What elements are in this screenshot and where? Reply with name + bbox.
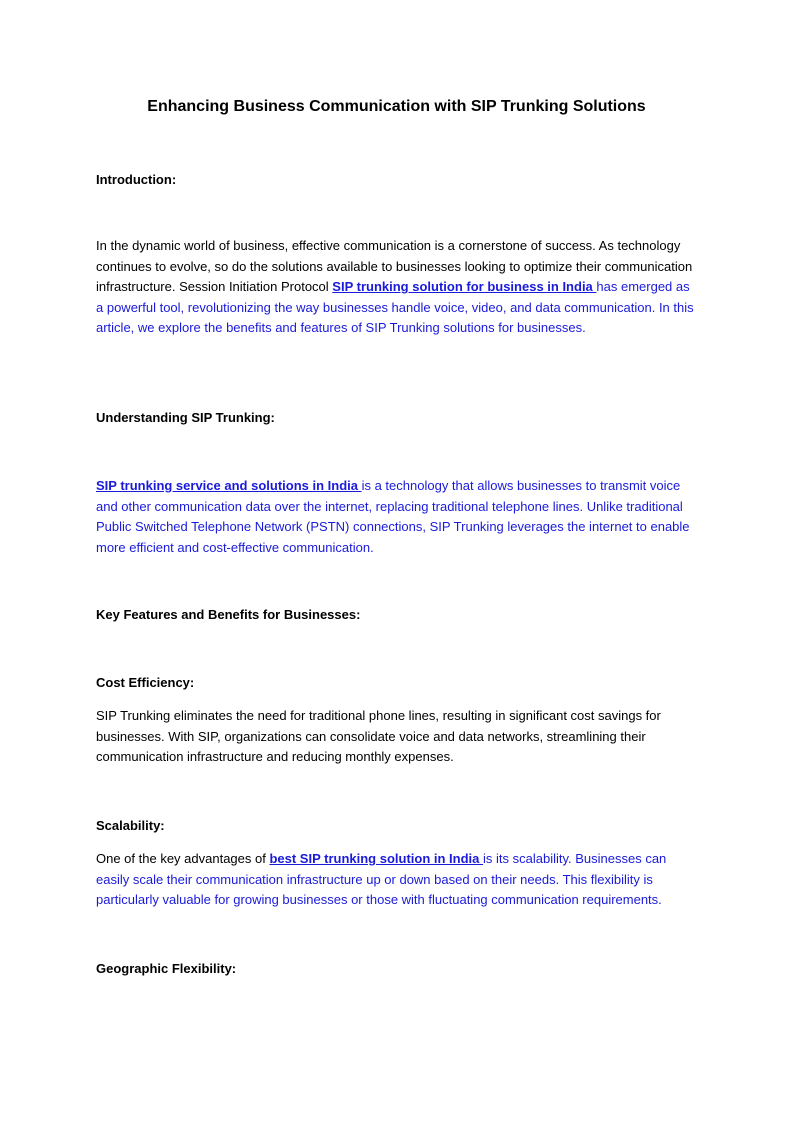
document-title: Enhancing Business Communication with SIP Trunking Solutions xyxy=(147,98,646,115)
introduction-heading: Introduction: xyxy=(96,172,177,187)
sip-trunking-business-india-link[interactable]: SIP trunking solution for business in India xyxy=(332,279,597,295)
understanding-heading: Understanding SIP Trunking: xyxy=(96,410,275,425)
scalability-heading: Scalability: xyxy=(96,818,165,833)
geographic-flexibility-heading: Geographic Flexibility: xyxy=(96,961,237,976)
introduction-text-continued: has emerged as a powerful tool, revolutionizing the way businesses handle voice, video, and data communication. In this article, we explore the benefits and features of SIP Trunking solutions for businesses. xyxy=(96,279,694,336)
understanding-paragraph xyxy=(96,476,700,558)
cost-efficiency-paragraph: SIP Trunking eliminates the need for traditional phone lines, resulting in significant cost savings for businesses. With SIP, organizations can consolidate voice and data networks, streamlining their communication infrastructure and reducing monthly expenses. xyxy=(96,708,661,765)
introduction-text: In the dynamic world of business, effective communication is a cornerstone of success. As technology continues to evolve, so do the solutions available to businesses looking to optimize their communication infrastructure. Session Initiation Protocol xyxy=(96,238,693,295)
cost-efficiency-heading: Cost Efficiency: xyxy=(96,675,195,690)
scalability-text: One of the key advantages of xyxy=(96,851,270,866)
scalability-text-continued: is its scalability. Businesses can easily scale their communication infrastructure up or down based on their needs. This flexibility is particularly valuable for growing businesses or those with fluctuating communication requirements. xyxy=(96,851,667,908)
sip-trunking-service-india-link[interactable]: SIP trunking service and solutions in India xyxy=(96,478,362,493)
best-sip-trunking-india-link[interactable]: best SIP trunking solution in India xyxy=(269,851,484,866)
key-features-heading: Key Features and Benefits for Businesses: xyxy=(96,607,361,622)
understanding-text: is a technology that allows businesses to transmit voice and other communication data over the internet, replacing traditional telephone lines. Unlike traditional Public Switched Telephone Network (PSTN) connections, SIP Trunking leverages the internet to enable more efficient and cost-effective communication. xyxy=(96,478,690,555)
scalability-paragraph xyxy=(96,849,700,911)
introduction-paragraph xyxy=(96,236,700,339)
